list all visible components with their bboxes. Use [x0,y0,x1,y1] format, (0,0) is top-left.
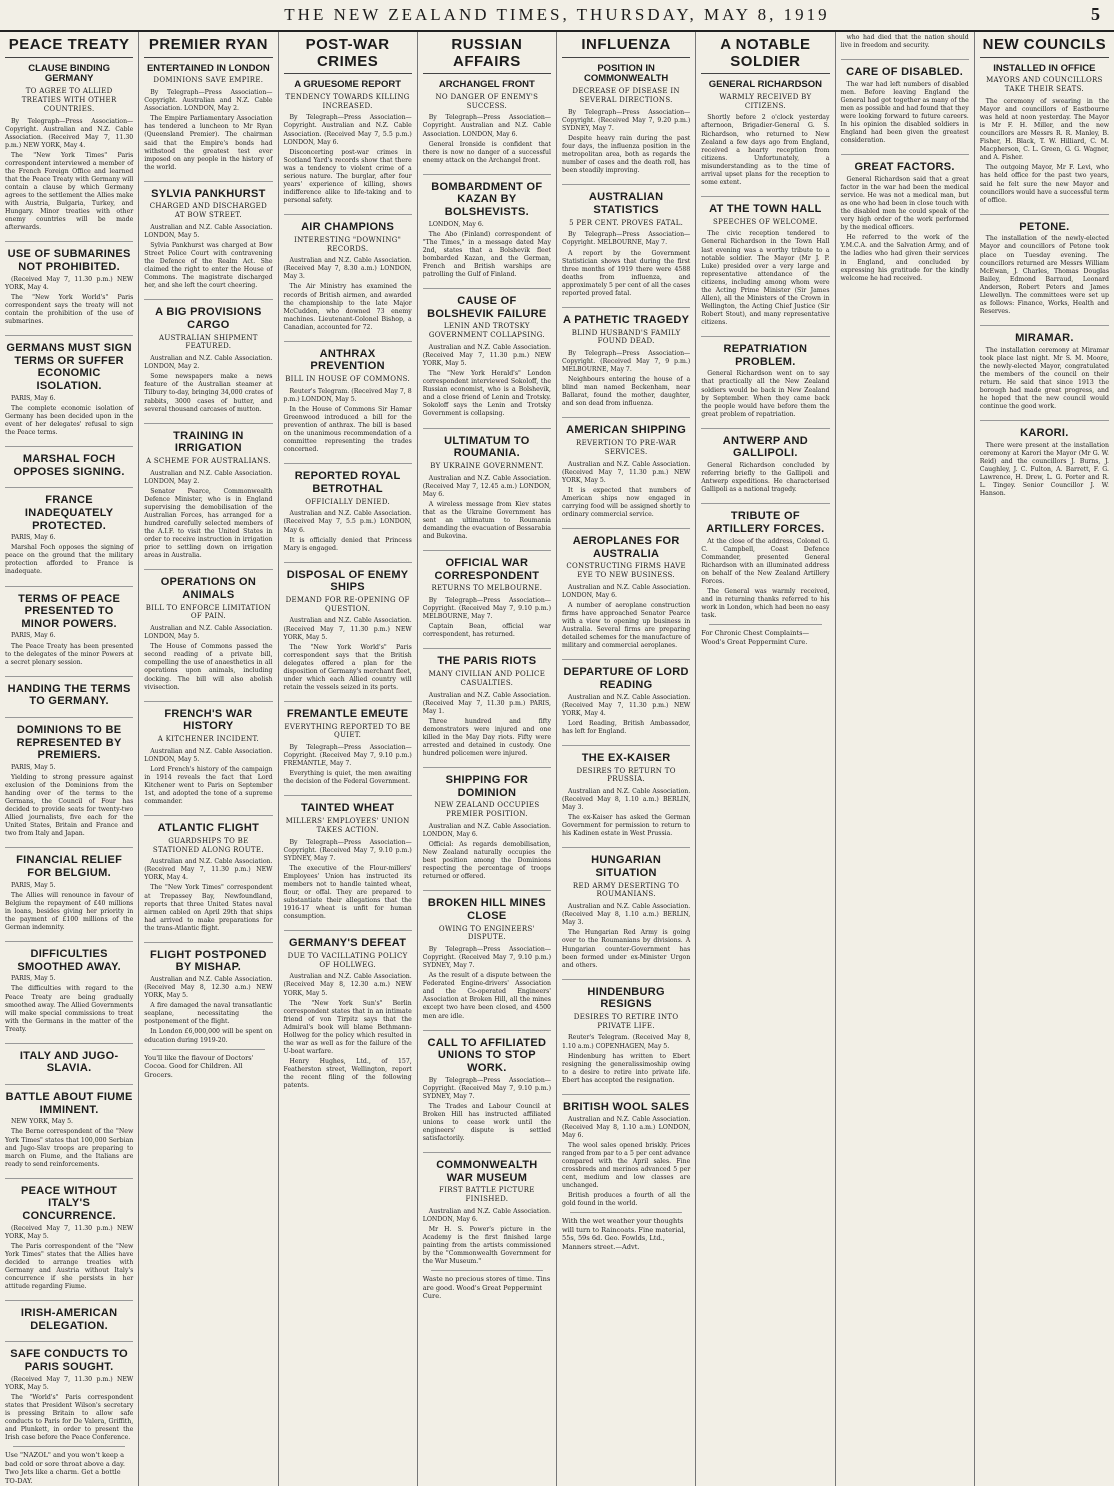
article-paragraph: By Telegraph—Press Association—Copyright. (Received May 7, 9.10 p.m.) SYDNEY, May 7. [283,838,412,862]
article [5,941,133,1034]
article-headline: COMMONWEALTH WAR MUSEUM [423,1152,551,1184]
article-paragraph: By Telegraph—Press Association—Copyright. Australian and N.Z. Cable Association. LONDON, May 2. [144,89,273,113]
article-paragraph: Australian and N.Z. Cable Association. (Received May 8, 12.30 a.m.) NEW YORK, May 5. [283,973,412,997]
article-headline: THE EX-KAISER [562,745,690,765]
article-deck: MILLERS' EMPLOYEES' UNION TAKES ACTION. [285,817,410,834]
article [144,815,272,933]
article [5,586,133,667]
article-paragraph: Shortly before 2 o'clock yesterday afternoon, Brigadier-General G. S. Richardson, who returned to New Zealand a few days ago from England, received a hearty reception from citizens. Unfortunately, a misunderstanding as to the time of arrival upset plans for the reception to some extent. [701,114,830,186]
article-paragraph: The Paris correspondent of the "New York Times" states that the Allies have decided to arrange treaties with Germany and Austria without Italy's concurrence if she persists in her attitude regarding Fiume. [5,1242,134,1291]
article-deck: RED ARMY DESERTING TO ROUMANIANS. [572,881,680,899]
column-1 [0,32,139,1486]
advertisement: Waste no precious stores of time. Tins are good. Wood's Great Peppermint Cure. [422,1275,551,1301]
article-paragraph: The "New York World's" Paris correspondent says the treaty will not contain the prohibition of the use of submarines. [5,293,134,326]
article-deck: MANY CIVILIAN AND POLICE CASUALTIES. [428,670,546,687]
article-headline: ANTWERP AND GALLIPOLI. [701,428,829,460]
article-paragraph: As the result of a dispute between the Federated Engine-drivers' Association and the Co-operated Engineers' Association at Broken Hill, all the mines except two have been closed, and 4500 men are idle. [422,972,551,1020]
article-paragraph: The "World's" Paris correspondent states that President Wilson's secretary is pressing Britain to allow safe conducts to Paris for De Valera, Griffith, and Plunkett, in order to present the Irish case before the Peace Conference. [5,1393,134,1442]
article [5,1341,133,1442]
article [5,717,133,838]
column-deck: NO DANGER OF ENEMY'S SUCCESS. [435,92,539,110]
article [423,890,551,1020]
article-headline: THE PARIS RIOTS [423,648,551,668]
article [701,428,829,495]
divider-rule [709,624,821,625]
article-headline: OPERATIONS ON ANIMALS [144,569,272,601]
article-headline: SHIPPING FOR DOMINION [423,767,551,799]
article-headline: ATLANTIC FLIGHT [144,815,272,835]
article-paragraph: British produces a fourth of all the gold found in the world. [562,1192,691,1208]
article-paragraph: Australian and N.Z. Cable Association. LONDON, May 2. [144,469,273,485]
divider-rule [431,1270,543,1271]
article-deck: RETURNS TO MELBOURNE. [431,584,543,593]
article-paragraph: By Telegraph—Press Association—Copyright. Australian and N.Z. Cable Association. (Received May 7, 11.30 p.m.) NEW YORK, May 4. [5,117,134,149]
article-paragraph: Australian and N.Z. Cable Association. (Received May 7, 11.30 p.m.) NEW YORK, May 5. [283,617,412,641]
article-paragraph: By Telegraph—Press Association—Copyright. MELBOURNE, May 7. [562,231,691,247]
column-deck: WARMLY RECEIVED BY CITIZENS. [719,92,812,110]
article-paragraph: Marshal Foch opposes the signing of peace on the ground that the military protection afforded to France is inadequate. [5,544,134,576]
article [284,930,412,1090]
article [5,487,133,576]
article-headline: FLIGHT POSTPONED BY MISHAP. [144,942,272,974]
article-paragraph: Australian and N.Z. Cable Association. (Received May 8, 1.10 a.m.) BERLIN, May 3. [562,788,691,812]
article-headline: HUNGARIAN SITUATION [562,847,690,879]
article-headline: AUSTRALIAN STATISTICS [562,184,690,216]
article [562,528,690,650]
article-paragraph: Australian and N.Z. Cable Association. LONDON, May 6. [562,583,691,599]
page-number: 5 [1091,4,1100,24]
article-headline: MIRAMAR. [980,325,1109,345]
divider-rule [152,1049,264,1050]
article-paragraph: PARIS, May 5. [11,881,56,889]
article-headline: AT THE TOWN HALL [701,196,829,216]
article-paragraph: The wool sales opened briskly. Prices ranged from par to a 5 per cent advance compared with the April sales. Fine crossbreds and merinos advanced 5 per cent, medium and low classes are unchanged. [562,1141,691,1189]
column-deck: DECREASE OF DISEASE IN SEVERAL DIRECTIONS. [572,87,680,105]
article-headline: BRITISH WOOL SALES [562,1094,690,1114]
article-headline: GREAT FACTORS. [841,154,969,174]
article-deck: DESIRES TO RETURN TO PRUSSIA. [576,766,676,784]
column-deck: TENDENCY TOWARDS KILLING INCREASED. [285,92,410,110]
column-headline: PEACE TREATY [5,34,133,58]
article-headline: CALL TO AFFILIATED UNIONS TO STOP WORK. [423,1030,551,1075]
article-paragraph: (Received May 7, 11.30 p.m.) NEW YORK, May 4. [5,275,134,291]
article [5,1043,133,1075]
article [980,325,1109,411]
newspaper-columns [0,32,1114,1485]
article-headline: DISPOSAL OF ENEMY SHIPS [284,562,412,594]
article-headline: SYLVIA PANKHURST [144,181,272,201]
article-paragraph: Sylvia Pankhurst was charged at Bow Street Police Court with contravening the Defence of the Realm Act. She claimed the right to enter the House of Commons. The magistrate discharged her, and she left the court cheering. [144,242,273,290]
article-paragraph: Australian and N.Z. Cable Association. LONDON, May 5. [144,625,273,641]
article-paragraph: The outgoing Mayor, Mr F. Levi, who has held office for the past two years, said he felt sure the new Mayor and councillors would have a successful term of office. [979,164,1109,204]
article-paragraph: It is expected that numbers of American ships now engaged in carrying food will be assigned shortly to ordinary commercial service. [562,486,691,518]
newspaper-masthead-title: THE NEW ZEALAND TIMES, THURSDAY, MAY 8, 1919 [284,5,830,24]
article-deck: CHARGED AND DISCHARGED AT BOW STREET. [149,202,267,220]
article-deck: INTERESTING "DOWNING" RECORDS. [294,235,402,253]
article-paragraph: By Telegraph—Press Association—Copyright. Australian and N.Z. Cable Association. (Received May 7, 5.5 p.m.) LONDON, May 6. [283,114,412,146]
article-paragraph: The "New York World's" Paris correspondent says that the British delegates offered a plan for the disposition of Germany's merchant fleet, under which each Allied country will retain the vessels seized in its ports. [283,643,412,691]
column-headline: RUSSIAN AFFAIRS [423,34,551,74]
article-headline: A BIG PROVISIONS CARGO [144,299,272,331]
article-paragraph: The Peace Treaty has been presented to the delegates of the minor Powers at a secret plenary session. [5,642,134,666]
article-deck: A KITCHENER INCIDENT. [157,734,260,743]
article-headline: HINDENBURG RESIGNS [562,979,690,1011]
article-paragraph: The "New York Times" correspondent at Trepassey Bay, Newfoundland, reports that three United States naval airmen cabled on April 29th that ships had arrived to make preparations for the trans-Atlantic flight. [144,884,273,932]
article-headline: OFFICIAL WAR CORRESPONDENT [423,550,551,582]
article-deck: BILL TO ENFORCE LIMITATION OF PAIN. [145,603,271,621]
article [423,550,551,639]
article [5,676,133,708]
column-headline: PREMIER RYAN [144,34,272,58]
article [5,1300,133,1332]
article-paragraph: Lord Reading, British Ambassador, has left for England. [562,719,691,735]
article-paragraph: Senator Pearce, Commonwealth Defence Minister, who is in England supervising the demobilisation of the Australian Forces, has arranged for a hundred carefully selected members of the A.I.F. to visit the United States in order to receive instruction in irrigation prior to settling down on irrigation areas in Australia. [144,487,273,560]
article-deck: CONSTRUCTING FIRMS HAVE EYE TO NEW BUSINESS. [566,562,686,580]
article-headline: DOMINIONS TO BE REPRESENTED BY PREMIERS. [5,717,133,762]
article-deck: LENIN AND TROTSKY GOVERNMENT COLLAPSING. [428,322,545,340]
column-headline: POST-WAR CRIMES [284,34,412,74]
column-headline: NEW COUNCILS [980,34,1109,58]
article [423,174,551,279]
article-paragraph: PARIS, May 6. [11,632,56,640]
article-paragraph: The installation of the newly-elected Mayor and councillors of Petone took place on Tuesday evening. The councillors returned are Messrs William McEwan, J. Charles, Thomas Douglas Bailey, Edmond Barraud, Leonard Anderson, Robert Peters and James Llewellyn. The committees were set up as follows: Finance, Works, Health and Reserves. [979,235,1109,315]
article-deck: SPEECHES OF WELCOME. [713,217,818,226]
article [284,701,412,786]
masthead [0,0,1114,32]
article-paragraph: Reuter's Telegram. (Received May 8, 1.10 a.m.) COPENHAGEN, May 5. [562,1034,691,1050]
article-paragraph: The civic reception tendered to General Richardson in the Town Hall last evening was a worthy tribute to a notable soldier. The Mayor (Mr J. P. Luke) presided over a very large and representative attendance of the citizens, including among whom were the Acting Prime Minister (Sir James Allen), all the Ministers of the Crown in Wellington, the Acting Chief Justice (Sir Robert Stout), and many representative citizens. [701,230,830,327]
article [562,184,690,298]
article-paragraph: It is officially denied that Princess Mary is engaged. [283,536,412,552]
article-paragraph: General Richardson said that a great factor in the war had been the medical service. He was not a medical man, but as one who had been in close touch with the disabled men he could speak of the very high order of the work performed by the medical officers. [840,175,969,232]
column-subheadline: ARCHANGEL FRONT [438,79,535,90]
article-paragraph: The Abo (Finland) correspondent of "The Times," in a message dated May 2nd, states that a Bolshevik fleet bombarded Kazan, and the German, French and British warships are patrolling the Gulf of Finland. [422,230,551,279]
article-paragraph: Mr H. S. Power's picture in the Academy is the first finished large painting from the artists commissioned by the "Commonwealth Government for the War Museum." [422,1225,551,1266]
article [423,1030,551,1143]
article-paragraph: (Received May 7, 11.30 p.m.) NEW YORK, May 5. [5,1375,134,1391]
article-headline: SAFE CONDUCTS TO PARIS SOUGHT. [5,1341,133,1373]
article-paragraph: The Hungarian Red Army is going over to the Roumanians by divisions. A Hungarian counter-Government has been formed under ex-Minister Urgon and others. [562,929,691,969]
article-paragraph: Australian and N.Z. Cable Association. (Received May 8, 1.10 a.m.) LONDON, May 6. [562,1115,691,1139]
article [562,417,690,519]
article-paragraph: Three hundred and fifty demonstrators were injured and one killed in the May Day riots. Fifty were arrested and detained in custody. One hundred policemen were injured. [422,717,551,757]
article [423,428,551,542]
article-paragraph: Australian and N.Z. Cable Association. LONDON, May 5. [144,747,273,763]
article-deck: NEW ZEALAND OCCUPIES PREMIER POSITION. [434,801,540,819]
article-paragraph: The Berne correspondent of the "New York Times" states that 100,000 Serbian and Jugo-Slav troops are preparing to march on Fiume, and the Italians are ready to send reinforcements. [5,1128,134,1168]
article-deck: DUE TO VACILLATING POLICY OF HOLLWEG. [287,951,408,969]
article-deck: 5 PER CENT. PROVES FATAL. [569,218,684,227]
article-deck: BY UKRAINE GOVERNMENT. [430,461,544,470]
article-paragraph: General Ironside is confident that there is now no danger of a successful enemy attack on the Archangel front. [422,140,551,164]
advertisement: You'll like the flavour of Doctors' Cocoa. Good for Children. All Grocers. [144,1053,254,1079]
article-paragraph: The Air Ministry has examined the records of British airmen, and awarded the championship to the late Major McCudden, who downed 73 enemy machines. Lieutenant-Colonel Bishop, a Canadian, accounted for 72. [283,283,412,331]
article-headline: PETONE. [980,214,1109,234]
article [144,299,272,413]
article-paragraph: The "New York Sun's" Berlin correspondent states that in an intimate friend of von Tirpitz says that the Admiral's book will blame Bethmann-Hollweg for the policy which resulted in the war as well as for the failure of the U-boat warfare. [283,999,412,1055]
article [144,423,272,561]
article-paragraph: The Empire Parliamentary Association has tendered a luncheon to Mr Ryan (Queensland Premier). The chairman said that the Empire's bonds had withstood the greatest test ever imposed on any people in the history of the world. [144,115,273,171]
article-paragraph: Yielding to strong pressure against exclusion of the Dominions from the handing over of the terms to the Germans, the Council of Four has decided to provide seats for twenty-two Allied journalists, five each for the United States, Britain and France and two from Italy and Japan. [5,773,134,838]
article-deck: BILL IN HOUSE OF COMMONS. [285,375,411,384]
article-paragraph: Henry Hughes, Ltd., of 157, Featherston street, Wellington, report the recent filing of the following patents. [283,1058,412,1090]
article-paragraph: By Telegraph—Press Association—Copyright. (Received May 7, 9 p.m.) MELBOURNE, May 7. [562,350,691,374]
column-subheadline: INSTALLED IN OFFICE [993,62,1096,74]
column-subheadline: CLAUSE BINDING GERMANY [28,62,111,85]
article [980,420,1109,498]
article-headline: REPORTED ROYAL BETROTHAL [284,463,412,495]
column-headline: A NOTABLE SOLDIER [701,34,829,74]
article-headline: TRAINING IN IRRIGATION [144,423,272,455]
column-2 [139,32,278,1486]
column-headline: INFLUENZA [562,34,690,58]
article [284,214,412,332]
article-headline: ANTHRAX PREVENTION [284,341,412,373]
article-paragraph: The complete economic isolation of Germany has been decided upon in the event of her delegates' refusal to sign the Peace terms. [5,404,134,436]
divider-rule [13,1446,125,1447]
article-paragraph: Australian and N.Z. Cable Association. LONDON, May 2. [144,355,273,371]
article-paragraph: Everything is quiet, the men awaiting the decision of the Federal Government. [283,770,412,786]
column-4 [418,32,557,1486]
article-paragraph: Lord French's history of the campaign in 1914 reveals the fact that Lord Kitchener went to Paris on September 1st, and adopted the tone of a supreme commander. [144,765,273,806]
article [284,463,412,552]
article-paragraph: (Received May 7, 11.30 p.m.) NEW YORK, May 5. [5,1224,134,1240]
article-headline: BATTLE ABOUT FIUME IMMINENT. [5,1084,133,1116]
article-paragraph: A wireless message from Kiev states that as the Ukraine Government has sent an ultimatum to Roumania demanding the evacuation of Bessarabia and Bukovina. [422,500,551,540]
article-headline: REPATRIATION PROBLEM. [701,336,829,368]
article [5,241,133,326]
article [144,569,272,691]
article-headline: GERMANY'S DEFEAT [284,930,412,950]
article-paragraph: By Telegraph—Press Association—Copyright. (Received May 7, 9.10 p.m.) SYDNEY, May 7. [422,946,551,970]
article-headline: DEPARTURE OF LORD READING [562,659,690,691]
article-headline: GERMANS MUST SIGN TERMS OR SUFFER ECONOMIC ISOLATION. [5,335,133,393]
article-paragraph: Despite heavy rain during the past four days, the influenza position in the metropolitan area, both as regards the number of cases and the death roll, has been steadily improving. [562,135,691,175]
article-headline: AMERICAN SHIPPING [562,417,690,437]
article-paragraph: Australian and N.Z. Cable Association. (Received May 7, 11.30 p.m.) NEW YORK, May 5. [422,343,551,368]
article-headline: TAINTED WHEAT [284,795,412,815]
article-paragraph: Australian and N.Z. Cable Association. LONDON, May 5. [144,223,273,239]
article-paragraph: In London £6,000,000 will be spent on education during 1919-20. [144,1028,273,1044]
article-headline: FINANCIAL RELIEF FOR BELGIUM. [5,847,133,879]
article-paragraph: By Telegraph—Press Association—Copyright. (Received May 7, 9.10 p.m.) MELBOURNE, May 7. [422,597,551,621]
article-deck: OFFICIALLY DENIED. [305,497,391,506]
article [841,154,969,282]
article-paragraph: The "New York Herald's" London correspondent interviewed Sokoloff, the Russian economist, who is a Bolshevik, and a close friend of Lenin and Trotsky. Sokoloff says the Lenin and Trotsky Government is collapsing. [422,370,551,418]
article [144,181,272,291]
article-headline: ULTIMATUM TO ROUMANIA. [423,428,551,460]
article-headline: TERMS OF PEACE PRESENTED TO MINOR POWERS. [5,586,133,631]
article-paragraph: He referred to the work of the Y.M.C.A. and the Salvation Army, and of the ladies who had given their services in England, and concluded by expressing his gratitude for the kindly welcome he had received. [840,234,969,282]
article-paragraph: Australian and N.Z. Cable Association. (Received May 7, 12.45 a.m.) LONDON, May 6. [422,474,551,498]
article-paragraph: who had died that the nation should live in freedom and security. [840,34,969,50]
article-paragraph: Australian and N.Z. Cable Association. LONDON, May 6. [422,1207,551,1223]
article-paragraph: Some newspapers make a news feature of the Australian steamer at Tilbury to-day, bringing 34,000 crates of rabbits, 3000 cases of butter, and several thousand carcases of mutton. [144,373,273,413]
article-paragraph: Australian and N.Z. Cable Association. (Received May 7, 5.5 p.m.) LONDON, May 6. [283,510,412,534]
article [562,659,690,736]
article-paragraph: The House of Commons passed the second reading of a private bill, compelling the use of anaesthetics in all operations upon animals, including docking. The bill will also abolish vivisection. [144,643,273,691]
article-paragraph: Australian and N.Z. Cable Association. (Received May 7, 11.30 p.m.) NEW YORK, May 5. [562,460,691,484]
article-paragraph: The Allies will renounce in favour of Belgium the repayment of £40 millions in loans, besides giving her priority in the payment of £100 millions of the German indemnity. [5,891,134,932]
article-paragraph: There were present at the installation ceremony at Karori the Mayor (Mr G. W. Reid) and the councillors J. Burns, J. Caughley, J. C. Fulton, A. Barrett, F. G. Lawrence, H. Drew, L. G. Porter and R. L. Tingey. Senior Councillor J. W. Hanson. [979,441,1109,498]
article-paragraph: General Richardson concluded by referring briefly to the Gallipoli and Antwerp expeditions. He characterised Gallipoli as a national tragedy. [701,462,830,494]
article [423,1152,551,1266]
article-paragraph: NEW YORK, May 5. [11,1118,74,1126]
article-paragraph: The Trades and Labour Council at Broken Hill has instructed affiliated unions to cease work until the engineers' dispute is settled satisfactorily. [422,1102,551,1142]
column-7 [836,32,975,1486]
article-paragraph: The difficulties with regard to the Peace Treaty are being gradually smoothed away. The Allied Governments will make special commissions to treat with the Germans in the matter of the Treaty. [5,985,134,1033]
article [5,1178,133,1291]
divider-rule [570,1212,682,1213]
article-paragraph: At the close of the address, Colonel G. C. Campbell, Coast Defence Commander, presented General Richardson with an illuminated address on behalf of the New Zealand Artillery Forces. [701,537,830,585]
article-deck: EVERYTHING REPORTED TO BE QUIET. [284,722,411,740]
article [562,307,690,409]
article-paragraph: The ex-Kaiser has asked the German Government for permission to return to his Kadinen estate in West Prussia. [562,814,691,838]
article-paragraph: By Telegraph—Press Association—Copyright. (Received May 7, 9.10 p.m.) FREMANTLE, May 7. [283,744,412,768]
article-paragraph: A fire damaged the naval transatlantic seaplane, necessitating the postponement of the flight. [144,1002,273,1026]
article [144,701,272,806]
article-paragraph: LONDON, May 6. [428,220,484,228]
article-paragraph: PARIS, May 5. [11,975,56,983]
article-paragraph: The "New York Times" Paris correspondent interviewed a member of the French Foreign Office and learned that the Peace Treaty with Germany will contain a clause by which Germany agrees to the settlement the Allies make with Austria, Bulgaria, Turkey, and Hungary. Minor treaties with other enemy countries will be made afterwards. [5,151,134,232]
article-paragraph: Hindenburg has written to Ebert resigning the generalissimoship owing to a desire to retire into private life. Ebert has accepted the resignation. [562,1052,691,1084]
article-paragraph: Reuter's Telegram. (Received May 7, 8 p.m.) LONDON, May 5. [283,387,412,403]
article-paragraph: The war had left numbers of disabled men. Before leaving England the General had got together as many of the men as possible and had found that they were looking forward to future careers. In his opinion the disabled soldiers in England had been given the greatest consideration. [840,80,969,145]
article-paragraph: Australian and N.Z. Cable Association. (Received May 7, 11.30 p.m.) PARIS, May 1. [422,691,551,715]
article-deck: REVERTION TO PRE-WAR SERVICES. [576,439,677,456]
column-6 [696,32,835,1486]
article-paragraph: Australian and N.Z. Cable Association. (Received May 8, 1.10 a.m.) BERLIN, May 3. [562,903,691,927]
article [980,214,1109,316]
article-deck: FIRST BATTLE PICTURE FINISHED. [439,1186,535,1204]
article-paragraph: PARIS, May 6. [11,394,56,402]
article-paragraph: PARIS, May 5. [11,763,56,771]
article-paragraph: Australian and N.Z. Cable Association. (Received May 7, 11.30 p.m.) NEW YORK, May 4. [562,693,691,717]
article-headline: KARORI. [980,420,1109,440]
article-deck: OWING TO ENGINEERS' DISPUTE. [438,924,535,942]
article [5,335,133,437]
article-paragraph: General Richardson went on to say that practically all the New Zealand soldiers would be back in New Zealand by September. When they came back the people would have before them the great problem of repatriation. [701,370,830,418]
article-deck: GUARDSHIPS TO BE STATIONED ALONG ROUTE. [152,836,264,854]
column-subheadline: A GRUESOME REPORT [294,79,402,90]
article [5,1084,133,1169]
column-subheadline: ENTERTAINED IN LONDON [146,62,270,74]
column-deck: TO AGREE TO ALLIED TREATIES WITH OTHER COUNTRIES. [21,87,117,113]
article-deck: DESIRES TO RETIRE INTO PRIVATE LIFE. [573,1012,679,1030]
article [423,648,551,758]
article-deck: DEMAND FOR RE-OPENING OF QUESTION. [285,595,410,613]
article-paragraph: Australian and N.Z. Cable Association. (Received May 7, 11.30 p.m.) NEW YORK, May 4. [144,858,273,882]
article [701,336,829,419]
article [284,795,412,921]
column-subheadline: POSITION IN COMMONWEALTH [583,62,669,85]
article-headline: CARE OF DISABLED. [841,59,969,79]
article-headline: AIR CHAMPIONS [284,214,412,234]
column-deck: MAYORS AND COUNCILLORS TAKE THEIR SEATS. [986,76,1103,94]
article [562,979,690,1085]
article-headline: DIFFICULTIES SMOOTHED AWAY. [5,941,133,973]
article [284,341,412,455]
article-paragraph: Australian and N.Z. Cable Association. (Received May 8, 12.30 a.m.) NEW YORK, May 5. [144,976,273,1000]
article-headline: BOMBARDMENT OF KAZAN BY BOLSHEVISTS. [423,174,551,219]
article-headline: AEROPLANES FOR AUSTRALIA [562,528,690,560]
column-deck: DOMINIONS SAVE EMPIRE. [153,76,264,85]
article-deck: A SCHEME FOR AUSTRALIANS. [145,456,271,465]
article [701,503,829,620]
article [5,446,133,478]
article-paragraph: Official: As regards demobilisation, New Zealand naturally occupies the best position among the Dominions respecting the percentage of troops returned or offered. [422,840,551,881]
article-paragraph: The ceremony of swearing in the Mayor and councillors of Eastbourne was held at noon yesterday. The Mayor is Mr F. H. Miller, and the new councillors are Messrs R. R. Manley, B. Fisher, H. Black, T. W. Hilliard, C. M. Macpherson, C. L. Green, G. G. Wagner, and A. Fisher. [979,97,1109,162]
article-headline: ITALY AND JUGO-SLAVIA. [5,1043,133,1075]
article [841,59,969,145]
article-headline: TRIBUTE OF ARTILLERY FORCES. [701,503,829,535]
advertisement: With the wet weather your thoughts will turn to Raincoats. Fine material, 55s, 59s 6d. Geo. Fowlds, Ltd., Manners street.—Advt. [562,1217,686,1251]
article-paragraph: By Telegraph—Press Association—Copyright. (Received May 7, 9.20 p.m.) SYDNEY, May 7. [562,108,691,132]
article-deck: AUSTRALIAN SHIPMENT FEATURED. [159,333,258,351]
article-paragraph: Australian and N.Z. Cable Association. (Received May 7, 8.30 a.m.) LONDON, May 3. [283,257,412,281]
article-headline: FRANCE INADEQUATELY PROTECTED. [5,487,133,532]
column-subheadline: GENERAL RICHARDSON [708,79,823,90]
article-headline: FREMANTLE EMEUTE [284,701,412,721]
advertisement: Use "NAZOL" and you won't keep a bad cold or sore throat above a day. Two Jets like a charm. Get a bottle TO-DAY. [5,1451,125,1485]
article-paragraph: By Telegraph—Press Association—Copyright. (Received May 7, 9.10 p.m.) SYDNEY, May 7. [422,1076,551,1100]
article-deck: BLIND HUSBAND'S FAMILY FOUND DEAD. [571,328,681,346]
article [562,1094,690,1208]
article-headline: HANDING THE TERMS TO GERMANY. [5,676,133,708]
article-paragraph: The installation ceremony at Miramar took place last night. Mr S. M. Moore, the newly-elected Mayor, congratulated the members of the council on their return. He said that since 1913 the borough had made great progress, and he hoped that the new council would continue the good work. [979,346,1109,411]
article-headline: IRISH-AMERICAN DELEGATION. [5,1300,133,1332]
article-paragraph: Captain Bean, official war correspondent, has returned. [422,623,551,639]
column-5 [557,32,696,1486]
article [5,847,133,932]
article-paragraph: By Telegraph—Press Association—Copyright. Australian and N.Z. Cable Association. LONDON, May 6. [422,114,551,138]
article [423,288,551,418]
article [284,562,412,692]
article-headline: BROKEN HILL MINES CLOSE [423,890,551,922]
column-8 [975,32,1114,1486]
article-paragraph: Australian and N.Z. Cable Association. LONDON, May 6. [422,822,551,838]
article-paragraph: The General was warmly received, and in returning thanks referred to his work in London, which had been no easy task. [701,587,830,620]
column-3 [279,32,418,1486]
article-headline: A PATHETIC TRAGEDY [562,307,690,327]
article-headline: PEACE WITHOUT ITALY'S CONCURRENCE. [5,1178,133,1223]
article-paragraph: In the House of Commons Sir Hamar Greenwood introduced a bill for the prevention of anthrax. The bill is based on the unanimous recommendation of a committee representing the trades concerned. [283,405,412,454]
article [423,767,551,881]
article [562,745,690,839]
article-headline: FRENCH'S WAR HISTORY [144,701,272,733]
article-headline: MARSHAL FOCH OPPOSES SIGNING. [5,446,133,478]
article [144,942,272,1045]
article-paragraph: A number of aeroplane construction firms have approached Senator Pearce with a view to opening up business in Australia. Several firms are preparing detailed schemes for the manufacture of military and commercial aeroplanes. [562,601,691,650]
article [562,847,690,969]
article-paragraph: Disconcerting post-war crimes in Scotland Yard's records show that there was a tendency to violent crime of a serious nature. The burglar, after four years' experience of killing, shows indifference alike to life-taking and to personal safety. [283,148,412,205]
article-paragraph: Neighbours entering the house of a blind man named Beckenham, near Ballarat, found the mother, daughter, and son dead from influenza. [562,376,691,408]
article [701,196,829,327]
article-headline: USE OF SUBMARINES NOT PROHIBITED. [5,241,133,273]
article-paragraph: A report by the Government Statistician shows that during the first three months of 1919 there were 4588 deaths from influenza, and approximately 5 per cent of all the cases reported proved fatal. [562,249,691,297]
article-headline: CAUSE OF BOLSHEVIK FAILURE [423,288,551,320]
article-paragraph: The executive of the Flour-millers' Employees' Union has instructed its members not to handle tainted wheat, flour, or offal. They are prepared to substantiate their allegations that the 1916-17 wheat is unfit for human consumption. [283,864,412,921]
article-paragraph: PARIS, May 6. [11,534,56,542]
advertisement: For Chronic Chest Complaints—Wood's Great Peppermint Cure. [701,629,810,646]
